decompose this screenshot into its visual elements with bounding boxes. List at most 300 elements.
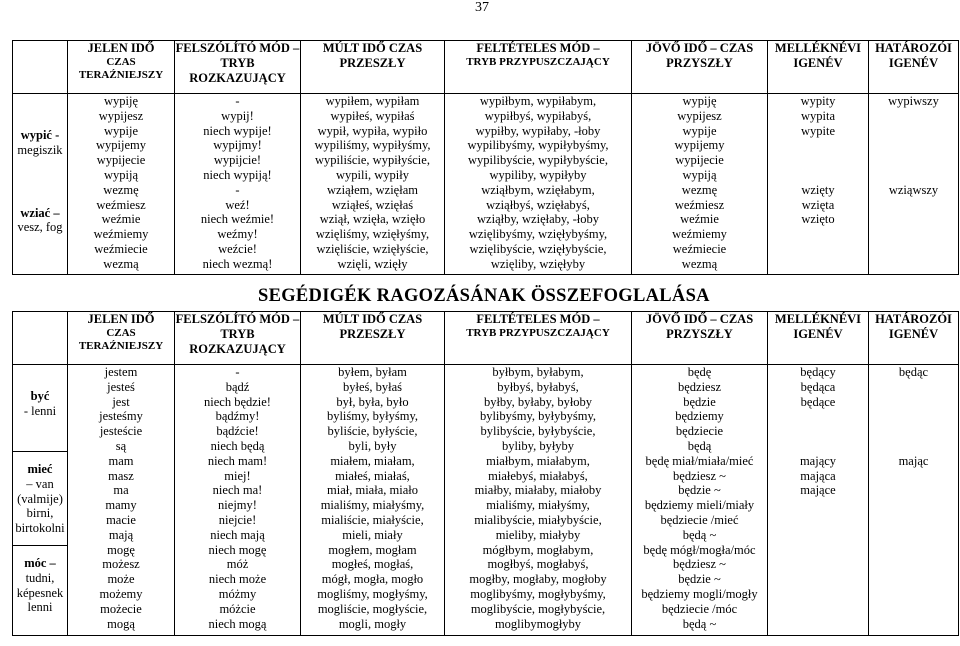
verb-forms-block xyxy=(445,183,631,272)
verb-forms-block xyxy=(175,365,300,454)
verb-meaning: megiszik xyxy=(17,142,63,157)
past-cell xyxy=(301,94,445,275)
future-cell xyxy=(632,365,768,636)
past-cell xyxy=(301,365,445,636)
form-line: byłeś, byłaś xyxy=(342,379,403,394)
form-line: weźmy! xyxy=(217,227,258,242)
form-line: będziesz ~ xyxy=(673,468,726,483)
verb-miec xyxy=(13,452,67,546)
spacer-line xyxy=(869,409,958,424)
form-line: wypity xyxy=(800,94,836,108)
form-line: móż xyxy=(226,557,249,572)
spacer-line xyxy=(768,617,868,632)
header-adjectival xyxy=(768,41,869,94)
form-line: niech będą xyxy=(210,438,265,453)
verb-forms-block xyxy=(445,543,631,632)
form-line: wypiliśmy, wypiłyśmy, xyxy=(314,138,431,153)
form-line: był, była, było xyxy=(336,394,409,409)
header-row xyxy=(13,41,959,94)
conjugation-table-auxiliary xyxy=(12,311,959,636)
verb-forms-block xyxy=(301,365,444,454)
verb-name: wziać – xyxy=(20,205,60,220)
form-line: mialibyście, miałybyście, xyxy=(474,512,602,527)
form-line: móżcie xyxy=(219,601,256,616)
form-line: wzięta xyxy=(801,197,835,212)
form-line: mogłeś, mogłaś, xyxy=(331,557,414,572)
spacer-line xyxy=(869,212,958,227)
form-line: mają xyxy=(108,527,134,542)
form-line: możemy xyxy=(99,586,143,601)
form-line: wypiję xyxy=(103,94,139,108)
form-line: wypiłbym, wypiłabym, xyxy=(479,94,597,108)
form-line: weźmiemy xyxy=(672,227,727,242)
imperative-cell xyxy=(175,94,301,275)
form-line: wypijecie xyxy=(675,153,724,168)
header-conditional xyxy=(445,41,632,94)
form-line: móżmy xyxy=(218,586,257,601)
spacer-line xyxy=(869,124,958,139)
verb-names-cell xyxy=(13,94,68,275)
form-line: jesteście xyxy=(99,424,143,439)
header-imperative xyxy=(175,41,301,94)
spacer-line xyxy=(869,395,958,410)
verb-forms-block xyxy=(175,94,300,183)
form-line: mogli, mogły xyxy=(338,616,407,631)
spacer-line xyxy=(869,587,958,602)
form-line: wypiję xyxy=(682,94,717,108)
form-line: wezmę xyxy=(103,182,139,197)
section-heading: SEGÉDIGÉK RAGOZÁSÁNAK ÖSSZEFOGLALÁSA xyxy=(258,286,710,306)
form-line: mógłbym, mogłabym, xyxy=(482,542,594,557)
spacer-line xyxy=(869,109,958,124)
form-line: mamy xyxy=(105,498,137,513)
spacer-line xyxy=(869,439,958,454)
form-line: moglibymogłyby xyxy=(494,616,582,631)
form-line: byłby, byłaby, byłoby xyxy=(483,394,593,409)
form-line: byliśmy, byłyśmy, xyxy=(326,409,419,424)
spacer-line xyxy=(768,257,868,272)
form-line: wezmę xyxy=(681,182,718,197)
spacer-line xyxy=(869,257,958,272)
form-line: wypiliby, wypiłyby xyxy=(489,167,587,182)
form-line: niech mają xyxy=(210,527,265,542)
form-line: weźmiesz xyxy=(96,197,146,212)
form-line: będziesz xyxy=(677,379,722,394)
form-line: niech ma! xyxy=(212,483,263,498)
spacer-line xyxy=(869,617,958,632)
form-line: wezmą xyxy=(103,256,139,271)
form-line: mógł, mogła, mogło xyxy=(321,572,424,587)
verb-meaning: vesz, fog xyxy=(17,220,63,235)
form-line: wypije xyxy=(103,123,139,138)
form-line: byłbym, byłabym, xyxy=(492,365,584,379)
form-line: wzięlibyśmy, wzięłybyśmy, xyxy=(468,227,608,242)
header-present-sub: CZAS TERAŹNIEJSZY xyxy=(78,327,164,352)
form-line: wypijemy xyxy=(674,138,725,153)
spacer-line xyxy=(869,168,958,183)
form-line: jesteśmy xyxy=(99,409,143,424)
verb-moc xyxy=(13,546,67,615)
form-line: będziecie xyxy=(675,424,724,439)
spacer-line xyxy=(768,168,868,183)
form-line: mieli, miały xyxy=(342,527,403,542)
verb-forms-block xyxy=(632,365,767,454)
form-line: wzięliby, wzięłyby xyxy=(490,256,586,271)
spacer-line xyxy=(768,528,868,543)
present-cell xyxy=(68,94,175,275)
form-line: będziesz ~ xyxy=(673,557,726,572)
spacer-line xyxy=(768,138,868,153)
form-line: możecie xyxy=(100,601,142,616)
header-adverbial-label: HATÁROZÓI IGENÉV xyxy=(875,312,952,341)
form-line: mogłem, mogłam xyxy=(328,542,417,557)
form-line: będziecie /mieć xyxy=(660,512,739,527)
spacer-line xyxy=(768,242,868,257)
form-line: będąc xyxy=(898,365,929,379)
corner-cell xyxy=(13,312,68,365)
form-line: będziemy mieli/miały xyxy=(644,498,755,513)
adjectival-cell xyxy=(768,94,869,275)
header-past-label: MÚLT IDŐ CZAS PRZESZŁY xyxy=(322,41,423,70)
verb-forms-block xyxy=(301,183,444,272)
form-line: - xyxy=(235,182,240,197)
verb-row-top xyxy=(13,94,959,275)
form-line: jest xyxy=(112,394,130,409)
form-line: moglibyście, mogłybyście, xyxy=(470,601,606,616)
spacer-line xyxy=(869,469,958,484)
verb-forms-block xyxy=(301,543,444,632)
imperative-cell xyxy=(175,365,301,636)
form-line: mająca xyxy=(800,468,836,483)
form-line: wezmą xyxy=(681,256,718,271)
verb-name: mieć xyxy=(27,462,53,476)
form-line: wypiłem, wypiłam xyxy=(325,94,420,108)
header-conditional xyxy=(445,312,632,365)
verb-forms-block xyxy=(68,365,174,454)
verb-wziac xyxy=(13,158,67,236)
conditional-cell xyxy=(445,94,632,275)
form-line: niech wezmą! xyxy=(202,256,273,271)
form-line: są xyxy=(115,438,127,453)
verb-forms-block xyxy=(869,543,958,632)
form-line: wzięliśmy, wzięłyśmy, xyxy=(315,227,430,242)
form-line: będzie ~ xyxy=(678,483,721,498)
form-line: bądź xyxy=(225,379,250,394)
future-cell xyxy=(632,94,768,275)
header-adverbial xyxy=(869,312,959,365)
form-line: bądźcie! xyxy=(216,424,259,439)
form-line: byłem, byłam xyxy=(338,365,407,379)
verb-forms-block xyxy=(869,94,958,183)
form-line: możesz xyxy=(102,557,140,572)
spacer-line xyxy=(869,380,958,395)
form-line: - xyxy=(235,94,240,108)
form-line: wypijecie xyxy=(96,153,146,168)
spacer-line xyxy=(768,513,868,528)
form-line: niech mogę xyxy=(208,542,267,557)
form-line: wypiliście, wypiłyście, xyxy=(315,153,430,168)
form-line: mieliby, miałyby xyxy=(495,527,581,542)
form-line: niech wypiją! xyxy=(203,167,272,182)
verb-forms-block xyxy=(768,454,868,543)
form-line: wziął, wzięła, wzięło xyxy=(319,212,426,227)
verb-name: wypić - xyxy=(20,128,60,142)
verb-forms-block xyxy=(768,94,868,183)
header-conditional-label: FELTÉTELES MÓD – xyxy=(476,41,600,55)
spacer-line xyxy=(869,572,958,587)
form-line: niech mogą xyxy=(208,616,267,631)
form-line: niech wypije! xyxy=(203,123,272,138)
form-line: mając xyxy=(898,453,929,468)
header-conditional-sub: TRYB PRZYPUSZCZAJĄCY xyxy=(466,56,610,68)
header-adverbial-label: HATÁROZÓI IGENÉV xyxy=(875,41,952,70)
form-line: bądźmy! xyxy=(215,409,260,424)
verb-forms-block xyxy=(869,454,958,543)
form-line: wypije xyxy=(682,123,717,138)
verb-forms-block xyxy=(445,365,631,454)
verb-forms-block xyxy=(869,183,958,272)
form-line: wziąłby, wzięłaby, -łoby xyxy=(477,212,599,227)
verb-forms-block xyxy=(632,454,767,543)
spacer-line xyxy=(768,572,868,587)
verb-meaning: tudni, képesnek lenni xyxy=(16,570,64,615)
header-past-label: MÚLT IDŐ CZAS PRZESZŁY xyxy=(322,312,423,341)
spacer-line xyxy=(869,483,958,498)
spacer-line xyxy=(768,498,868,513)
form-line: będą ~ xyxy=(682,616,717,631)
form-line: wziąłem, wzięłam xyxy=(327,182,418,197)
form-line: wypiją xyxy=(103,167,139,182)
spacer-line xyxy=(869,602,958,617)
form-line: jesteś xyxy=(107,379,135,394)
verb-wypic xyxy=(13,94,67,158)
form-line: będziemy mogli/mogły xyxy=(641,586,758,601)
form-line: wziąłeś, wzięłaś xyxy=(331,197,414,212)
verb-forms-block xyxy=(445,94,631,183)
verb-meaning: - lenni xyxy=(23,403,57,418)
form-line: niech weźmie! xyxy=(200,212,275,227)
header-imperative-label: FELSZÓLÍTÓ MÓD – TRYB ROZKAZUJĄCY xyxy=(175,41,300,85)
verb-name: być xyxy=(30,389,50,403)
form-line: miałbym, miałabym, xyxy=(486,453,590,468)
verb-meaning: – van (valmije) birni, birtokolni xyxy=(15,476,65,536)
header-present-label: JELEN IDŐ xyxy=(87,312,155,326)
verb-forms-block xyxy=(175,543,300,632)
spacer-line xyxy=(869,498,958,513)
header-present xyxy=(68,41,175,94)
header-adjectival-label: MELLÉKNÉVI IGENÉV xyxy=(774,312,862,341)
verb-forms-block xyxy=(445,454,631,543)
spacer-line xyxy=(768,557,868,572)
form-line: wziąłbyś, wzięłabyś, xyxy=(486,197,590,212)
form-line: będziemy xyxy=(675,409,724,424)
form-line: wypite xyxy=(800,123,836,138)
verb-forms-block xyxy=(768,365,868,454)
form-line: wypijcie! xyxy=(213,153,262,168)
header-adjectival-label: MELLÉKNÉVI IGENÉV xyxy=(774,41,862,70)
form-line: wzięlibyście, wzięłybyście, xyxy=(469,241,607,256)
form-line: będzie ~ xyxy=(678,572,721,587)
verb-forms-block xyxy=(301,454,444,543)
header-past xyxy=(301,312,445,365)
conditional-cell xyxy=(445,365,632,636)
form-line: będzie xyxy=(683,394,716,409)
spacer-line xyxy=(768,409,868,424)
form-line: będące xyxy=(800,394,836,409)
form-line: wypili, wypiły xyxy=(336,167,409,182)
spacer-line xyxy=(768,424,868,439)
form-line: wypilibyście, wypiłybyście, xyxy=(468,153,608,168)
form-line: bylibyście, byłybyście, xyxy=(480,424,596,439)
form-line: będę miał/miała/mieć xyxy=(645,453,754,468)
form-line: mogliśmy, mogłyśmy, xyxy=(317,586,428,601)
verb-forms-block xyxy=(768,183,868,272)
verb-name: móc – xyxy=(24,556,56,570)
header-past xyxy=(301,41,445,94)
form-line: niech będzie! xyxy=(204,394,271,409)
form-line: wzięto xyxy=(801,212,835,227)
spacer-line xyxy=(869,528,958,543)
adverbial-cell xyxy=(869,94,959,275)
form-line: weźmiecie xyxy=(94,241,148,256)
form-line: wypijesz xyxy=(98,108,144,123)
form-line: ma xyxy=(113,483,129,498)
form-line: wypijmy! xyxy=(213,138,262,153)
header-future xyxy=(632,312,768,365)
header-adjectival xyxy=(768,312,869,365)
form-line: niech może xyxy=(208,572,267,587)
form-line: weźmiesz xyxy=(674,197,725,212)
spacer-line xyxy=(869,153,958,168)
header-present xyxy=(68,312,175,365)
spacer-line xyxy=(768,543,868,558)
form-line: wypiłeś, wypiłaś xyxy=(330,108,415,123)
form-line: wziąłbym, wzięłabym, xyxy=(481,182,595,197)
spacer-line xyxy=(869,138,958,153)
form-line: macie xyxy=(106,512,136,527)
form-line: wypiwszy xyxy=(888,94,939,108)
form-line: będę mógł/mogła/móc xyxy=(643,542,756,557)
verb-forms-block xyxy=(68,183,174,272)
form-line: mający xyxy=(799,453,837,468)
header-present-label: JELEN IDŐ xyxy=(87,41,155,55)
form-line: mające xyxy=(800,483,836,498)
form-line: wypił, wypiła, wypiło xyxy=(317,123,428,138)
form-line: mogę xyxy=(107,542,135,557)
conjugation-table-main xyxy=(12,40,959,275)
form-line: weź! xyxy=(225,197,250,212)
form-line: wzięty xyxy=(801,182,835,197)
header-row xyxy=(13,312,959,365)
header-adverbial xyxy=(869,41,959,94)
page-number: 37 xyxy=(475,0,489,15)
form-line: mialiście, miałyście, xyxy=(321,512,424,527)
header-future xyxy=(632,41,768,94)
form-line: weźmiecie xyxy=(672,241,727,256)
verb-row-aux xyxy=(13,365,959,636)
header-imperative xyxy=(175,312,301,365)
form-line: mialiśmy, miałyśmy, xyxy=(320,498,425,513)
spacer-line xyxy=(768,602,868,617)
form-line: będąca xyxy=(800,379,836,394)
form-line: weźcie! xyxy=(218,241,257,256)
spacer-line xyxy=(768,439,868,454)
form-line: wziąwszy xyxy=(888,182,939,197)
form-line: wypijemy xyxy=(96,138,146,153)
verb-forms-block xyxy=(869,365,958,454)
spacer-line xyxy=(768,227,868,242)
spacer-line xyxy=(869,557,958,572)
form-line: mogłbyś, mogłabyś, xyxy=(487,557,589,572)
form-line: masz xyxy=(108,468,134,483)
form-line: wzięliście, wzięłyście, xyxy=(316,241,429,256)
adjectival-cell xyxy=(768,365,869,636)
header-future-label: JÖVŐ IDŐ – CZAS PRZYSZŁY xyxy=(645,41,754,70)
form-line: będą ~ xyxy=(682,527,717,542)
spacer-line xyxy=(768,587,868,602)
form-line: miałebyś, miałabyś, xyxy=(488,468,588,483)
form-line: niejmy! xyxy=(218,498,257,513)
verb-forms-block xyxy=(632,94,767,183)
spacer-line xyxy=(869,242,958,257)
spacer-line xyxy=(869,227,958,242)
header-conditional-sub: TRYB PRZYPUSZCZAJĄCY xyxy=(466,327,610,339)
verb-byc xyxy=(13,365,67,452)
spacer-line xyxy=(869,198,958,213)
form-line: byli, były xyxy=(348,438,397,453)
header-future-label: JÖVŐ IDŐ – CZAS PRZYSZŁY xyxy=(645,312,754,341)
form-line: wypilibyśmy, wypiłybyśmy, xyxy=(467,138,609,153)
form-line: bylibyśmy, byłybyśmy, xyxy=(479,409,597,424)
form-line: może xyxy=(107,572,135,587)
form-line: moglibyśmy, mogłybyśmy, xyxy=(470,586,606,601)
form-line: miej! xyxy=(224,468,251,483)
form-line: będący xyxy=(800,365,836,379)
verb-forms-block xyxy=(68,543,174,632)
corner-cell xyxy=(13,41,68,94)
form-line: będę xyxy=(687,365,712,379)
form-line: jestem xyxy=(104,365,138,379)
spacer-line xyxy=(869,513,958,528)
form-line: wypijesz xyxy=(677,108,722,123)
form-line: wypij! xyxy=(221,108,254,123)
form-line: byliście, byłyście, xyxy=(327,424,418,439)
form-line: będziecie /móc xyxy=(661,601,738,616)
form-line: weźmie xyxy=(680,212,719,227)
form-line: wzięli, wzięły xyxy=(337,256,408,271)
verb-forms-block xyxy=(68,454,174,543)
verb-names-cell xyxy=(13,365,68,636)
header-present-sub: CZAS TERAŹNIEJSZY xyxy=(78,56,164,81)
form-line: wypiłbyś, wypiłabyś, xyxy=(484,108,592,123)
spacer-line xyxy=(768,153,868,168)
spacer-line xyxy=(869,424,958,439)
form-line: mialiśmy, miałyśmy, xyxy=(486,498,590,513)
verb-forms-block xyxy=(632,183,767,272)
adverbial-cell xyxy=(869,365,959,636)
form-line: - xyxy=(235,365,240,379)
verb-forms-block xyxy=(301,94,444,183)
form-line: weźmiemy xyxy=(93,227,149,242)
form-line: mogą xyxy=(107,616,135,631)
form-line: wypita xyxy=(800,108,836,123)
form-line: mogłby, mogłaby, mogłoby xyxy=(469,572,607,587)
form-line: miałem, miałam, xyxy=(330,453,415,468)
form-line: mogliście, mogłyście, xyxy=(317,601,428,616)
form-line: będą xyxy=(687,438,712,453)
form-line: byłbyś, byłabyś, xyxy=(497,379,579,394)
verb-forms-block xyxy=(632,543,767,632)
